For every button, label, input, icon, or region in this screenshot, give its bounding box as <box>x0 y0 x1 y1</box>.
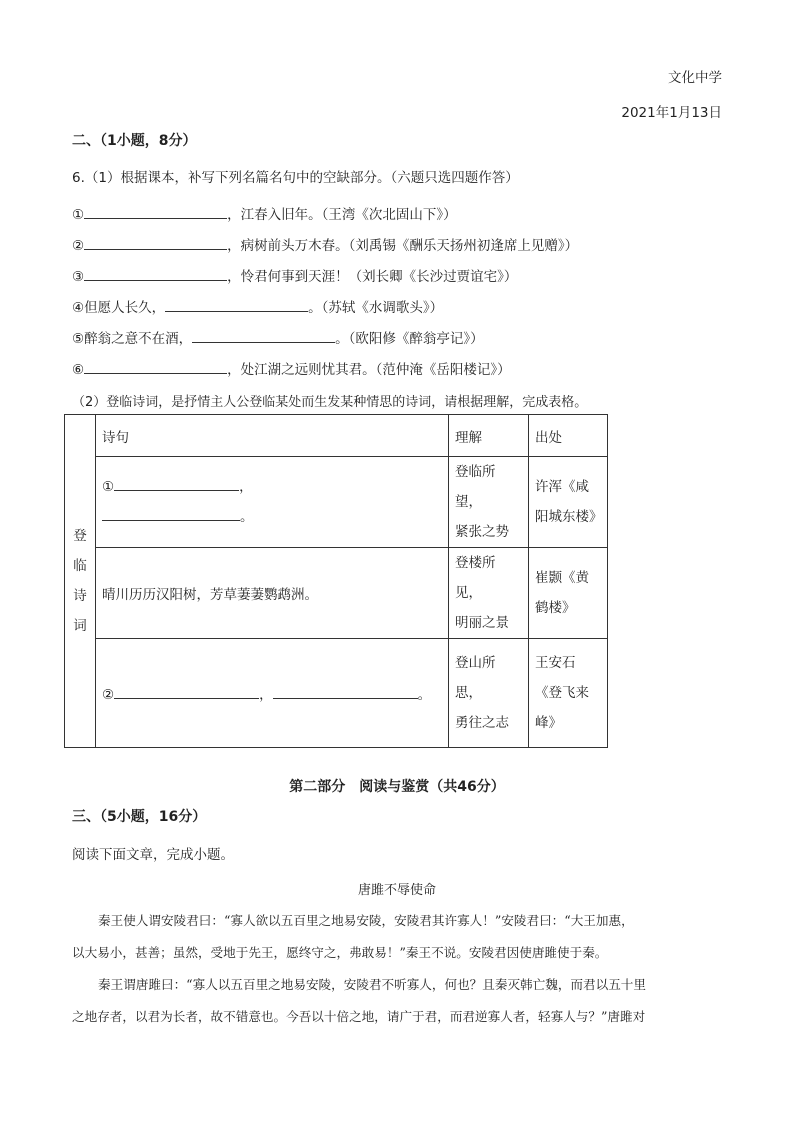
article-title: 唐雎不辱使命 <box>357 883 436 898</box>
answer-blank[interactable] <box>102 506 240 521</box>
answer-blank[interactable] <box>84 204 227 219</box>
row-1-poem: ① ， 。 <box>96 457 449 548</box>
answer-blank[interactable] <box>273 684 418 699</box>
exam-date: 2021年1月13日 <box>621 105 722 121</box>
row-3-source: 王安石 《登飞来 峰》 <box>529 639 608 748</box>
fill-item-3: ③ ，怜君何事到天涯！（刘长卿《长沙过贾谊宅》） <box>72 265 517 285</box>
question-6-intro: 6.（1）根据课本，补写下列名篇名句中的空缺部分。（六题只选四题作答） <box>72 170 519 186</box>
part-2-title: 第二部分 阅读与鉴赏（共46分） <box>289 779 505 795</box>
row-2-source: 崔颢《黄 鹤楼》 <box>529 548 608 639</box>
row-3-poem: ② ， 。 <box>96 639 449 748</box>
table-side-label: 登临诗词 <box>65 415 96 748</box>
row-2-poem: 晴川历历汉阳树，芳草萋萋鹦鹉洲。 <box>96 548 449 639</box>
header-poem: 诗句 <box>96 415 449 457</box>
fill-item-2: ② ，病树前头万木春。（刘禹锡《酬乐天扬州初逢席上见赠》） <box>72 234 578 254</box>
row-1-source: 许浑《咸 阳城东楼》 <box>529 457 608 548</box>
answer-blank[interactable] <box>84 266 227 281</box>
section-2-heading: 二、（1小题，8分） <box>72 133 197 149</box>
article-paragraph-line: 秦王谓唐雎曰：“寡人以五百里之地易安陵，安陵君不听寡人，何也？且秦灭韩亡魏，而君以五十里 <box>98 977 646 992</box>
header-source: 出处 <box>529 415 608 457</box>
answer-blank[interactable] <box>114 476 239 491</box>
header-understanding: 理解 <box>449 415 529 457</box>
article-paragraph-line: 以大易小，甚善；虽然，受地于先王，愿终守之，弗敢易！”秦王不说。安陵君因使唐雎使于秦。 <box>72 945 608 960</box>
article-paragraph-line: 秦王使人谓安陵君曰：“寡人欲以五百里之地易安陵，安陵君其许寡人！”安陵君曰：“大王加惠， <box>98 913 634 928</box>
answer-blank[interactable] <box>114 684 259 699</box>
article-paragraph-line: 之地存者，以君为长者，故不错意也。今吾以十倍之地，请广于君，而君逆寡人者，轻寡人与？”唐雎对 <box>72 1009 646 1024</box>
answer-blank[interactable] <box>192 328 335 343</box>
row-2-understanding: 登楼所见， 明丽之景 <box>449 548 529 639</box>
answer-blank[interactable] <box>84 359 227 374</box>
fill-item-4: ④但愿人长久， 。（苏轼《水调歌头》） <box>72 296 443 316</box>
reading-instruction: 阅读下面文章，完成小题。 <box>72 847 234 863</box>
answer-blank[interactable] <box>165 297 308 312</box>
section-3-heading: 三、（5小题，16分） <box>72 809 207 825</box>
poem-table <box>64 414 608 748</box>
row-1-understanding: 登临所望， 紧张之势 <box>449 457 529 548</box>
fill-item-5: ⑤醉翁之意不在酒， 。（欧阳修《醉翁亭记》） <box>72 327 484 347</box>
fill-item-6: ⑥ ，处江湖之远则忧其君。（范仲淹《岳阳楼记》） <box>72 358 511 378</box>
answer-blank[interactable] <box>84 235 227 250</box>
school-name: 文化中学 <box>668 70 722 86</box>
question-6-part-2: （2）登临诗词，是抒情主人公登临某处而生发某种情思的诗词，请根据理解，完成表格。 <box>72 395 588 410</box>
row-3-understanding: 登山所思， 勇往之志 <box>449 639 529 748</box>
fill-item-1: ① ，江春入旧年。（王湾《次北固山下》） <box>72 203 457 223</box>
